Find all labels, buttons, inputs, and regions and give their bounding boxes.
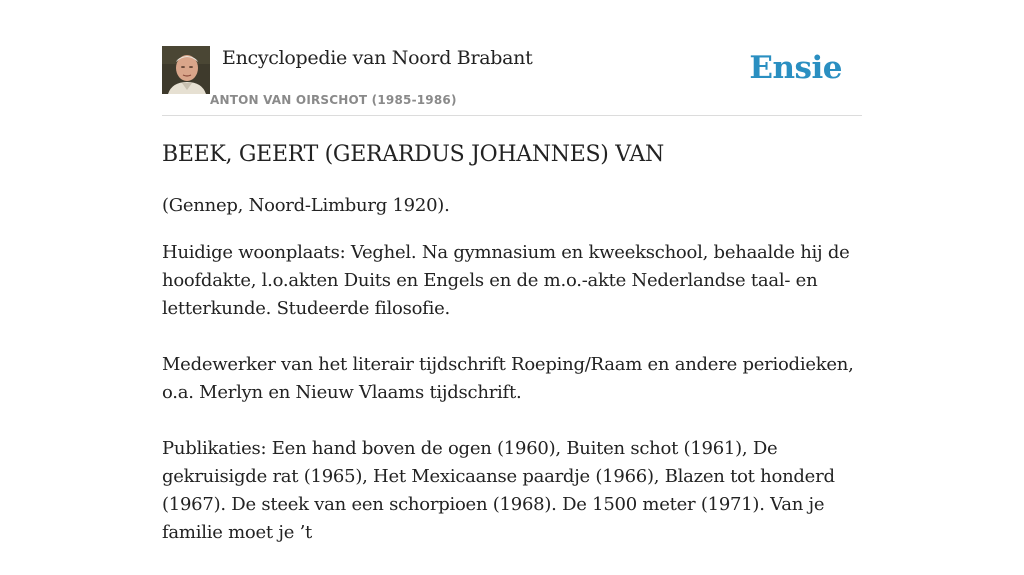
article-paragraph: Publikaties: Een hand boven de ogen (1960), Buiten schot (1961), De gekruisigde rat (1965), Het Mexicaanse paardje (1966), Blazen tot honderd (1967). De steek van een schorpioen (1968). De 1500 meter (1971). Van je familie moet je ’t [162, 438, 835, 543]
article-paragraph: Huidige woonplaats: Veghel. Na gymnasium en kweekschool, behaalde hij de hoofdakte, l.o.akten Duits en Engels en de m.o.-akte Nederlandse taal- en letterkunde. Studeerde filosofie. [162, 242, 850, 319]
article [162, 140, 862, 575]
source-title[interactable]: Encyclopedie van Noord Brabant [222, 47, 533, 69]
brand-logo[interactable]: Ensie [749, 50, 842, 86]
avatar-portrait-icon [162, 46, 210, 94]
author-name[interactable]: ANTON VAN OIRSCHOT (1985-1986) [210, 93, 457, 107]
author-avatar[interactable] [162, 46, 210, 94]
article-paragraph: (Gennep, Noord-Limburg 1920). [162, 195, 450, 216]
entry-title: BEEK, GEERT (GERARDUS JOHANNES) VAN [162, 142, 664, 167]
article-paragraph: Medewerker van het literair tijdschrift Roeping/Raam en andere periodieken, o.a. Merlyn en Nieuw Vlaams tijdschrift. [162, 354, 854, 403]
header-divider [162, 115, 862, 116]
header [162, 46, 862, 116]
